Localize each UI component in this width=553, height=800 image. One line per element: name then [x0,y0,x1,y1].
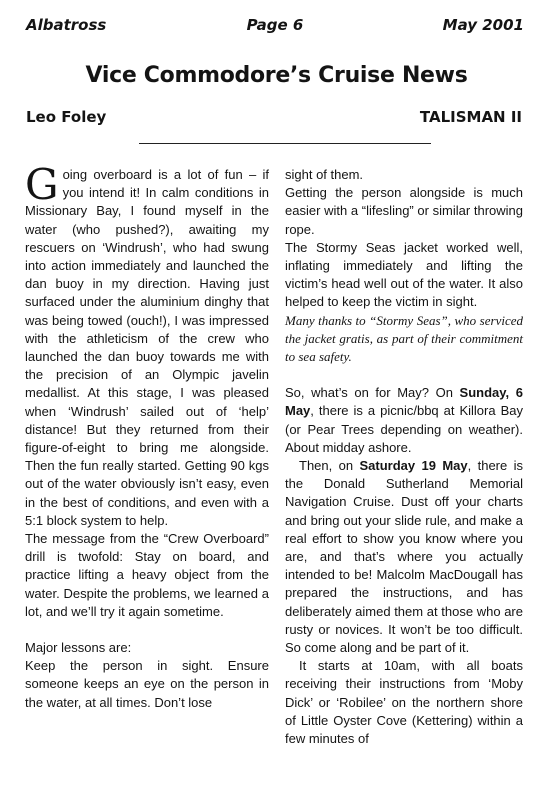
paragraph-text: Then, on [299,458,360,474]
paragraph: Getting the person alongside is much easier with a “lifesling” or similar throwing rope. [285,185,523,237]
left-column [25,160,269,712]
event-date: Sunday, 6 May [285,385,523,419]
paragraph-text: So, what’s on for May? On [285,385,460,401]
paragraph: It starts at 10am, with all boats receiving their instructions from ‘Moby Dick’ or ‘Robilee’ on the northern shore of Little Oyster Cove (Kettering) within a few minutes of [285,658,523,747]
issue-date: May 2001 [442,16,524,34]
paragraph: Major lessons are: [25,640,132,656]
byline [26,108,522,130]
drop-cap: G [25,160,59,209]
thanks-note: Many thanks to “Stormy Seas”, who serviced the jacket gratis, as part of their commitment to sea safety. [285,312,523,365]
right-column [285,166,523,748]
author-name: Leo Foley [26,108,107,126]
paragraph: sight of them. [285,167,364,182]
paragraph: The message from the “Crew Overboard” drill is twofold: Stay on board, and practice lifting a heavy object from the water. Despite the problems, we learned a lot, and we’ll try it again sometime. [25,531,269,619]
page-header [26,16,524,40]
paragraph-text: , there is a picnic/bbq at Killora Bay (or Pear Trees depending on weather). About midday ashore. [285,403,523,455]
paragraph: Keep the person in sight. Ensure someone keeps an eye on the person in the water, at all times. Don’t lose [25,658,269,710]
paragraph [285,457,523,657]
article-title: Vice Commodore’s Cruise News [85,63,468,88]
page-number: Page 6 [246,16,304,34]
paragraph [25,160,269,530]
paragraph-text: , there is the Donald Sutherland Memorial Navigation Cruise. Dust off your charts and bring out your slide rule, and make a real effort to show you know where you are, and that’s where you actually intended to be! Malcolm MacDougall has prepared the instructions, and has deliberately aimed them at those who are rusty or novices. It won’t be too difficult. So come along and be part of it. [285,458,523,656]
boat-name: TALISMAN II [419,108,522,126]
paragraph: The Stormy Seas jacket worked well, inflating immediately and lifting the victim’s head well out of the water. It also helped to keep the victim in sight. [285,239,523,310]
paragraph-text: oing overboard is a lot of fun – if you intend it! In calm conditions in Missionary Bay, I found myself in the water (who pushed?), awaiting my rescuers on ‘Windrush’, who had swung into action immediately and launched the dan buoy in my direction. Having just surfaced under the aluminium dinghy that was being towed (ouch!), I was impressed with the athleticism of the crew who launched the dan buoy towards me with the precision of an Olympic javelin medallist. At this stage, I was pleased when ‘Windrush’ sailed out of ‘help’ distance! But they returned from their figure-of-eight to bring me alongside. Then the fun really started. Getting 90 kgs out of the water obviously isn’t easy, even in the best of conditions, and even with a 5:1 block system to help. [25,167,269,528]
publication-name: Albatross [26,16,107,34]
event-date: Saturday 19 May [359,458,468,474]
title-divider [139,143,431,144]
paragraph [285,384,523,457]
